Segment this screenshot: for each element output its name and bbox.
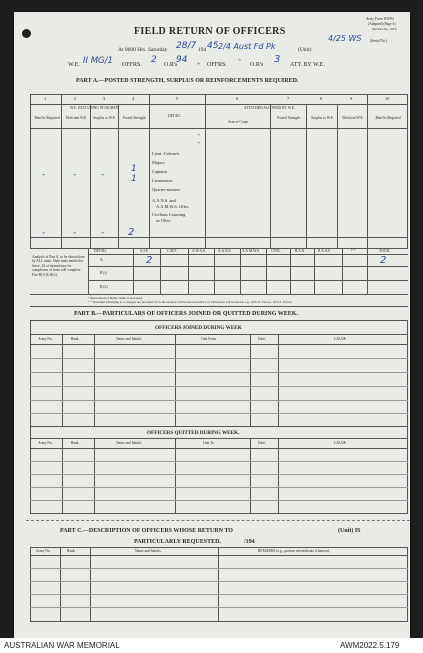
an-civil: CIVIL <box>271 249 281 253</box>
form-id-2: (Adapted) (Page 4) <box>368 22 396 26</box>
hdr-deficient-right: Deficient W.E. <box>342 116 364 120</box>
serial-label: (Serial No.) <box>370 39 387 43</box>
an-row-bi: B.(i) <box>100 271 107 275</box>
col-num-5: 5 <box>176 96 179 101</box>
rank-aans: A.A.N.S. and <box>152 198 176 203</box>
unit-label: (Unit) <box>298 47 312 53</box>
hw-tot1: - <box>42 228 46 238</box>
form-id-1: Army Form W3092 <box>366 17 394 21</box>
attached-allowed-label: ATTACHED ALLOWED BY W.E. <box>244 106 295 110</box>
col-num-1: 1 <box>44 96 47 101</box>
rank-qm: Quarter-masters <box>152 187 181 192</box>
footnote-2: * * Personnel belonging to a category not provided for in the analysis will be shown in this Col. Particulars will be shown, e.g., 20 U.K. Forces; 10 N.Z. Forces. <box>88 300 293 304</box>
offrs-label-2: OFFRS. <box>207 62 227 68</box>
quitted-heading: OFFICERS QUITTED DURING WEEK. <box>147 430 240 436</box>
col-num-9: 9 <box>350 96 353 101</box>
hw-offrs-dash: - <box>238 55 242 65</box>
an-other: * * <box>351 249 356 253</box>
rank-aamws: A.A.M.W.S. Offrs. <box>156 204 190 209</box>
hdr-arm: Arm or Corps. <box>228 120 249 124</box>
joined-h-rank: Rank. <box>71 337 80 341</box>
ors-label: O.R's <box>164 62 178 68</box>
hw-tot3: - <box>101 228 105 238</box>
offrs-label: OFFRS. <box>122 62 142 68</box>
hw-tot4: 2 <box>128 227 135 238</box>
col-num-7: 7 <box>287 96 290 101</box>
part-a-heading: PART A.—POSTED STRENGTH, SURPLUS OR REINFORCEMENTS REQUIRED. <box>76 78 299 84</box>
hw-ors: 94 <box>176 55 188 65</box>
caption-bar <box>0 638 423 653</box>
hdr-posted-right: Posted Strength. <box>277 116 301 120</box>
rank-civilians-2: as Offrs. <box>156 218 172 223</box>
col-num-10: 10 <box>385 96 390 101</box>
footnote-1: * Insert detail of higher ranks as necessary. <box>88 296 143 300</box>
hdr-posted-left: Posted Strength. <box>122 116 147 120</box>
quitted-h-name: Name and Initials. <box>116 441 143 445</box>
an-row-a: A. <box>100 258 104 262</box>
joined-h-unit: Unit From. <box>201 337 217 341</box>
hw-col4-b: 1 <box>131 174 137 184</box>
we-excluding-label: W.E. EXCLUDING ATTACHED <box>70 106 119 110</box>
part-c-heading-suffix: (Unit) IS <box>338 528 361 534</box>
an-row-bii: B.(ii) <box>100 285 108 289</box>
part-c-h-name: Name and Initials. <box>135 549 162 553</box>
caption-right: AWM2022.5.179 <box>340 641 400 650</box>
hw-aif-total: 2 <box>380 255 387 266</box>
an-ran: R.A.N. <box>295 249 306 253</box>
part-c-heading: PART C.—DESCRIPTION OF OFFICERS WHOSE RETURN TO <box>60 528 233 534</box>
an-aif: A.I.F. <box>140 249 149 253</box>
col-num-2: 2 <box>74 96 77 101</box>
col-num-6: 6 <box>236 96 239 101</box>
part-c-h-remarks: REMARKS (e.g., present whereabouts if known). <box>258 549 330 553</box>
an-aans: A.A.N.S. <box>218 249 232 253</box>
an-raaf: R.A.A.F. <box>318 249 331 253</box>
quitted-h-army: Army No. <box>38 441 53 445</box>
part-c-heading-2: PARTICULARLY REQUESTED. <box>134 539 221 545</box>
hw-we: II MG/1 <box>83 56 113 66</box>
hw-att: 3 <box>274 54 281 65</box>
form-title: FIELD RETURN OF OFFICERS <box>134 26 286 37</box>
at-line-label: At 0600 Hrs. Saturday <box>118 47 168 53</box>
joined-h-army: Army No. <box>38 337 53 341</box>
hdr-deficient-left: Deficient W.E. <box>65 116 88 120</box>
col-num-8: 8 <box>320 96 323 101</box>
rank-captains: Captains <box>152 169 168 174</box>
quitted-h-date: Date. <box>258 441 266 445</box>
att-label: ATT. BY W.E. <box>290 62 325 68</box>
an-total: TOTAL <box>379 249 391 253</box>
hw-col1: - <box>42 170 46 180</box>
hdr-surplus-right: Surplus to W.E. <box>311 116 334 120</box>
hw-col2: - <box>73 170 77 180</box>
quitted-h-cause: CAUSE. <box>334 441 347 445</box>
ors-label-2: O.R's <box>250 62 264 68</box>
col-num-4: 4 <box>132 96 135 101</box>
joined-h-name: Name and Initials. <box>116 337 143 341</box>
hdr-reinf-right: Rein'fts Required <box>375 116 401 120</box>
analysis-note: Analysis of Part A. to be shown here by ALL units. Only units entitled to leave, 24 of instructions for completion of form will complete Part B(1) & B(ii). <box>32 255 85 277</box>
form-id-3: (Revised Jan., 1943) <box>372 27 397 31</box>
hw-aif: 2 <box>146 255 153 266</box>
rank-majors: Majors <box>152 160 165 165</box>
joined-h-date: Date. <box>258 337 266 341</box>
joined-h-cause: CAUSE. <box>334 337 347 341</box>
hdr-surplus-left: Surplus to W.E. <box>93 116 116 120</box>
we-label: W.E. <box>68 62 80 68</box>
hw-year: 45 <box>207 41 219 51</box>
hw-serial: 4/25 WS <box>328 34 362 43</box>
col-num-3: 3 <box>103 96 106 101</box>
hdr-reinf-left: Rein'fts Required <box>34 116 60 120</box>
caption-left: AUSTRALIAN WAR MEMORIAL <box>4 641 120 650</box>
hw-col4: 1 <box>131 164 137 174</box>
an-aamws: A.A.M.W.S. <box>242 249 260 253</box>
hw-tot2: - <box>73 228 77 238</box>
an-cmf: C.M.F. <box>167 249 177 253</box>
quitted-h-unit: Unit To. <box>203 441 215 445</box>
hw-date: 28/7 <box>176 41 197 51</box>
hw-col3: - <box>101 170 105 180</box>
part-b-heading: PART B.—PARTICULARS OF OFFICERS JOINED OR QUITTED DURING WEEK. <box>74 311 298 317</box>
joined-heading: OFFICERS JOINED DURING WEEK <box>155 325 242 331</box>
hw-offrs: 2 <box>151 55 157 65</box>
rank-lieutenants: Lieutenants <box>152 178 173 183</box>
part-c-h-army: Army No. <box>36 549 51 553</box>
hdr-detail: DETAIL <box>168 114 181 118</box>
part-c-h-rank: Rank. <box>67 549 76 553</box>
punch-hole <box>22 29 31 38</box>
quitted-h-rank: Rank. <box>71 441 80 445</box>
an-detail: DETAIL <box>94 249 107 253</box>
hw-unit: 2/4 Aust Fd Pk <box>218 42 276 51</box>
an-awas: A.W.A.S. <box>192 249 206 253</box>
rank-ltcol: Lieut.-Colonels <box>152 151 180 156</box>
part-c-date: /194 <box>244 539 255 545</box>
rank-civilians: Civilians Counting <box>152 212 186 217</box>
